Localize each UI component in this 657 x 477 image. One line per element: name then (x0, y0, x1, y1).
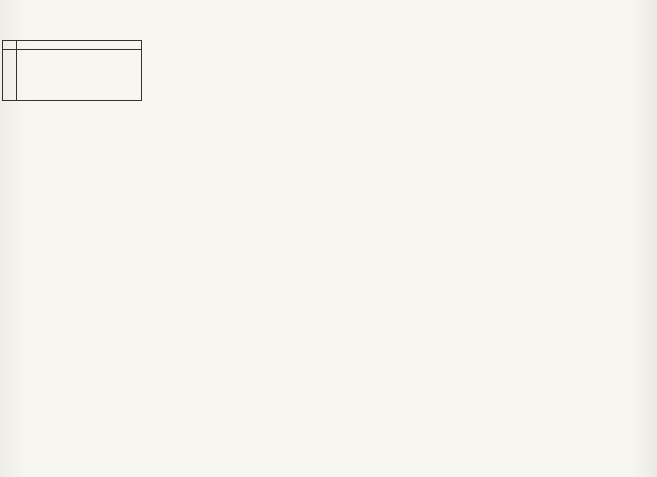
note-header (17, 50, 142, 101)
number-header (3, 41, 17, 50)
number-header-blank (3, 50, 17, 101)
agenda-header (17, 41, 142, 50)
voting-table (2, 40, 600, 101)
